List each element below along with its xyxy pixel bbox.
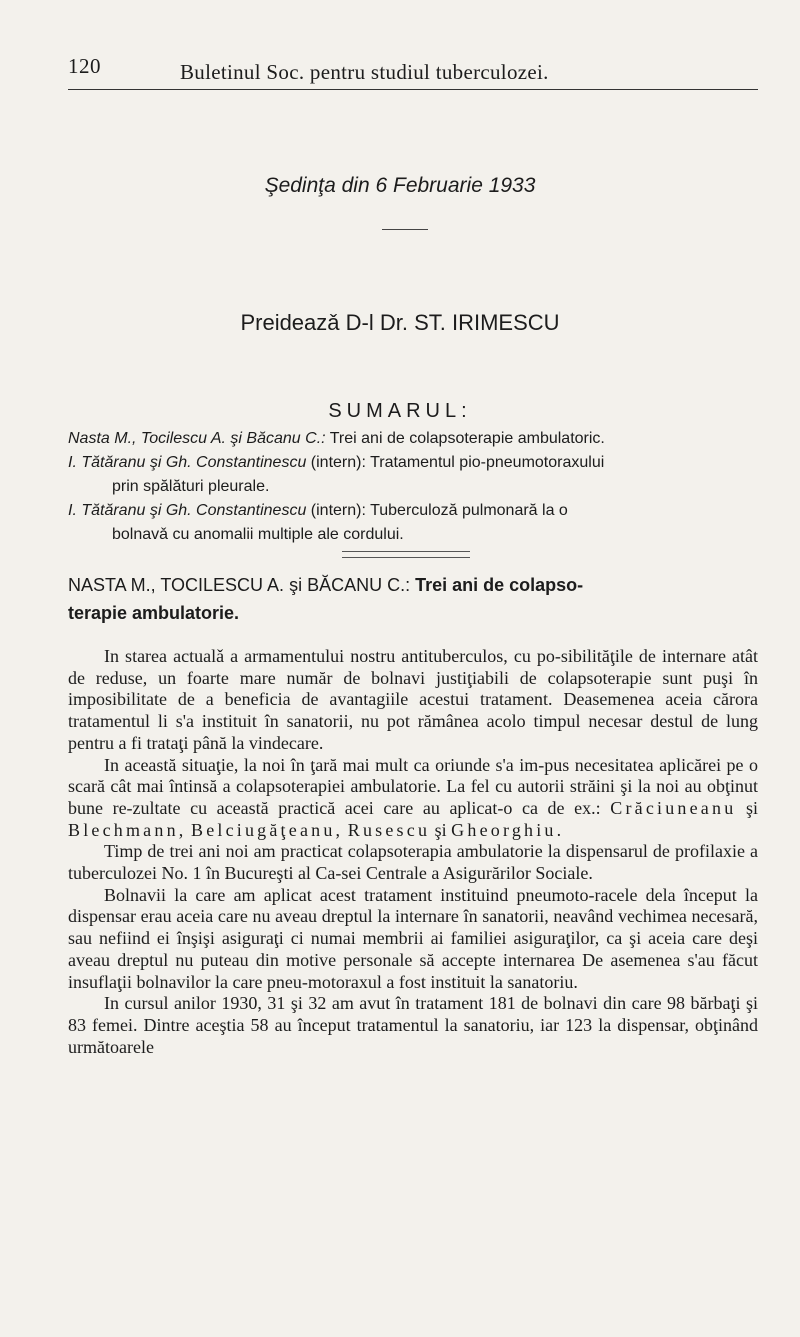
summary-item	[68, 451, 758, 499]
summary-authors: I. Tătăranu şi Gh. Constantinescu	[68, 502, 307, 519]
summary-affiliation: (intern):	[310, 502, 366, 519]
author-name: Gheorghiu.	[451, 819, 565, 840]
paragraph: In cursul anilor 1930, 31 şi 32 am avut în tratament 181 de bolnavi din care 98 bărbaţi şi 83 femei. Dintre aceştia 58 au început tratamentul la sanatoriu, iar 123 la dispensar, obţinând următoarele	[68, 993, 758, 1057]
paragraph-text: In această situaţie, la noi în ţară mai mult ca oriunde s'a im-pus necesitatea aplicărei pe o scară cât mai întinsă a colapsoterapiei ambulatorie. La fel cu autorii străini şi la noi au obţinut bune re-zultate cu această practică acei care au aplicat-o ca de ex.:	[68, 754, 758, 818]
double-separator-rule	[342, 551, 470, 558]
summary-title-cont: bolnavǎ cu anomalii multiple ale cordului.	[112, 526, 404, 543]
summary-authors: I. Tătăranu şi Gh. Constantinescu	[68, 454, 307, 471]
article-authors: NASTA M., TOCILESCU A. şi BĂCANU C.:	[68, 575, 411, 595]
summary-heading: SUMARUL:	[328, 400, 472, 422]
author-name: Crăciuneanu	[610, 797, 737, 818]
summary-authors: Nasta M., Tocilescu A. şi Băcanu C.:	[68, 430, 326, 447]
journal-title: Buletinul Soc. pentru studiul tuberculozei.	[180, 60, 549, 84]
author-name: Belciugăţeanu,	[190, 819, 344, 840]
summary-title: Tuberculoză pulmonară la o	[370, 502, 568, 519]
page-number: 120	[68, 54, 101, 78]
summary-title: Trei ani de colapsoterapie ambulatoric.	[329, 430, 605, 447]
paragraph: In starea actualǎ a armamentului nostru antituberculos, cu po-sibilităţile de internare atât de reduse, un foarte mare număr de bolnavi justiţiabili de colapsoterapie sunt puşi în imposibilitate de a beneficia de avantagiile acestui tratament. Deasemenea aceia cărora tratamentul li s'a instituit în sanatorii, nu pot rămânea acolo timpul necesar destul de lung pentru a fi trataţi până la vindecare.	[68, 646, 758, 753]
summary-affiliation: (intern):	[310, 454, 366, 471]
article-title: Trei ani de colapso-	[415, 575, 584, 595]
paragraph	[68, 755, 758, 842]
summary-title: Tratamentul pio-pneumotoraxului	[370, 454, 605, 471]
separator-rule	[382, 229, 428, 230]
summary-list	[68, 427, 758, 547]
article-heading	[68, 571, 758, 627]
chair-line: Preideazǎ D-l Dr. ST. IRIMESCU	[240, 310, 560, 335]
conjunction: şi	[746, 797, 759, 818]
paragraph: Timp de trei ani noi am practicat colapsoterapia ambulatorie la dispensarul de profilaxie a tuberculozei No. 1 în Bucureşti al Ca-sei Centrale a Asigurărilor Sociale.	[68, 841, 758, 884]
author-name: Rusescu	[347, 819, 431, 840]
header-rule	[68, 89, 758, 90]
summary-title-cont: prin spălături pleurale.	[112, 478, 270, 495]
conjunction: şi	[434, 819, 447, 840]
author-name: Blechmann,	[68, 819, 187, 840]
paragraph: Bolnavii la care am aplicat acest tratament instituind pneumoto-racele dela început la dispensar erau aceia care nu aveau dreptul la internare în sanatorii, neavând vechimea necesară, sau nefiind ei înşişi asiguraţi ci numai membrii ai familiei asiguraţilor, ca şi aceia care deşi aveau dreptul nu puteau din motive personale să accepte internarea De asemenea s'au făcut insuflaţii bolnavilor la care pneu-motoraxul a fost instituit la sanatoriu.	[68, 884, 758, 992]
running-header	[68, 54, 758, 88]
summary-item	[68, 427, 758, 451]
session-title: Şedinţa din 6 Februarie 1933	[264, 174, 536, 197]
summary-item	[68, 499, 758, 547]
article-body	[68, 646, 758, 1058]
article-title-cont: terapie ambulatorie.	[68, 603, 240, 623]
